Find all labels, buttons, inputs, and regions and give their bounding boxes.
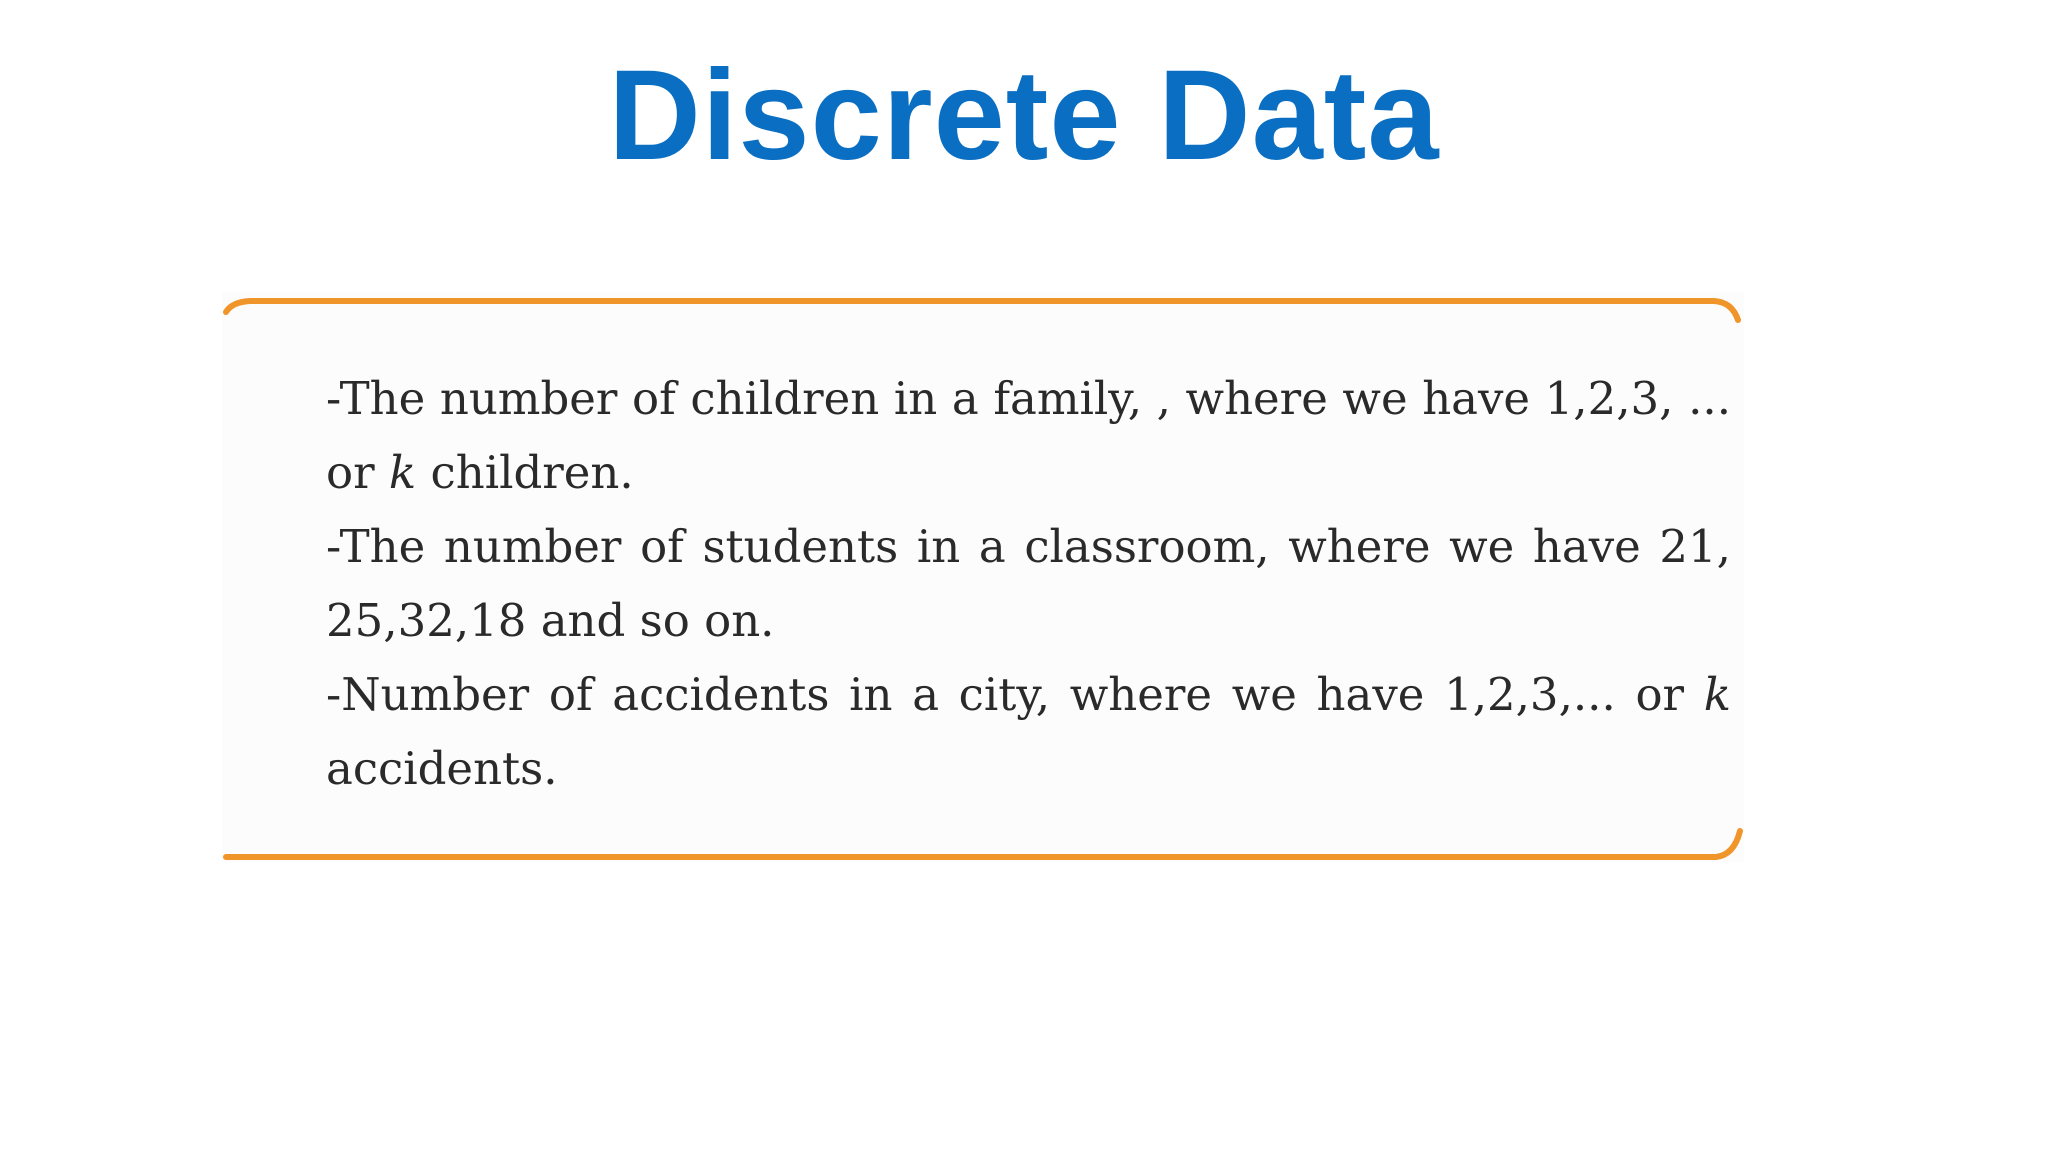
example-accidents: -Number of accidents in a city, where we have 1,2,3,... or k accidents. [326,668,1731,795]
slide-title: Discrete Data [608,44,1440,187]
excerpt-text [326,362,1731,806]
variable-k: k [1703,668,1731,721]
example-students: -The number of students in a classroom, where we have 21, 25,32,18 and so on. [326,520,1731,647]
bottom-rule [226,831,1740,857]
variable-k: k [388,446,417,499]
top-rule [226,301,1738,320]
example-children: -The number of children in a family, , where we have 1,2,3, ... or k children. [326,372,1731,499]
textbook-excerpt [222,292,1744,862]
